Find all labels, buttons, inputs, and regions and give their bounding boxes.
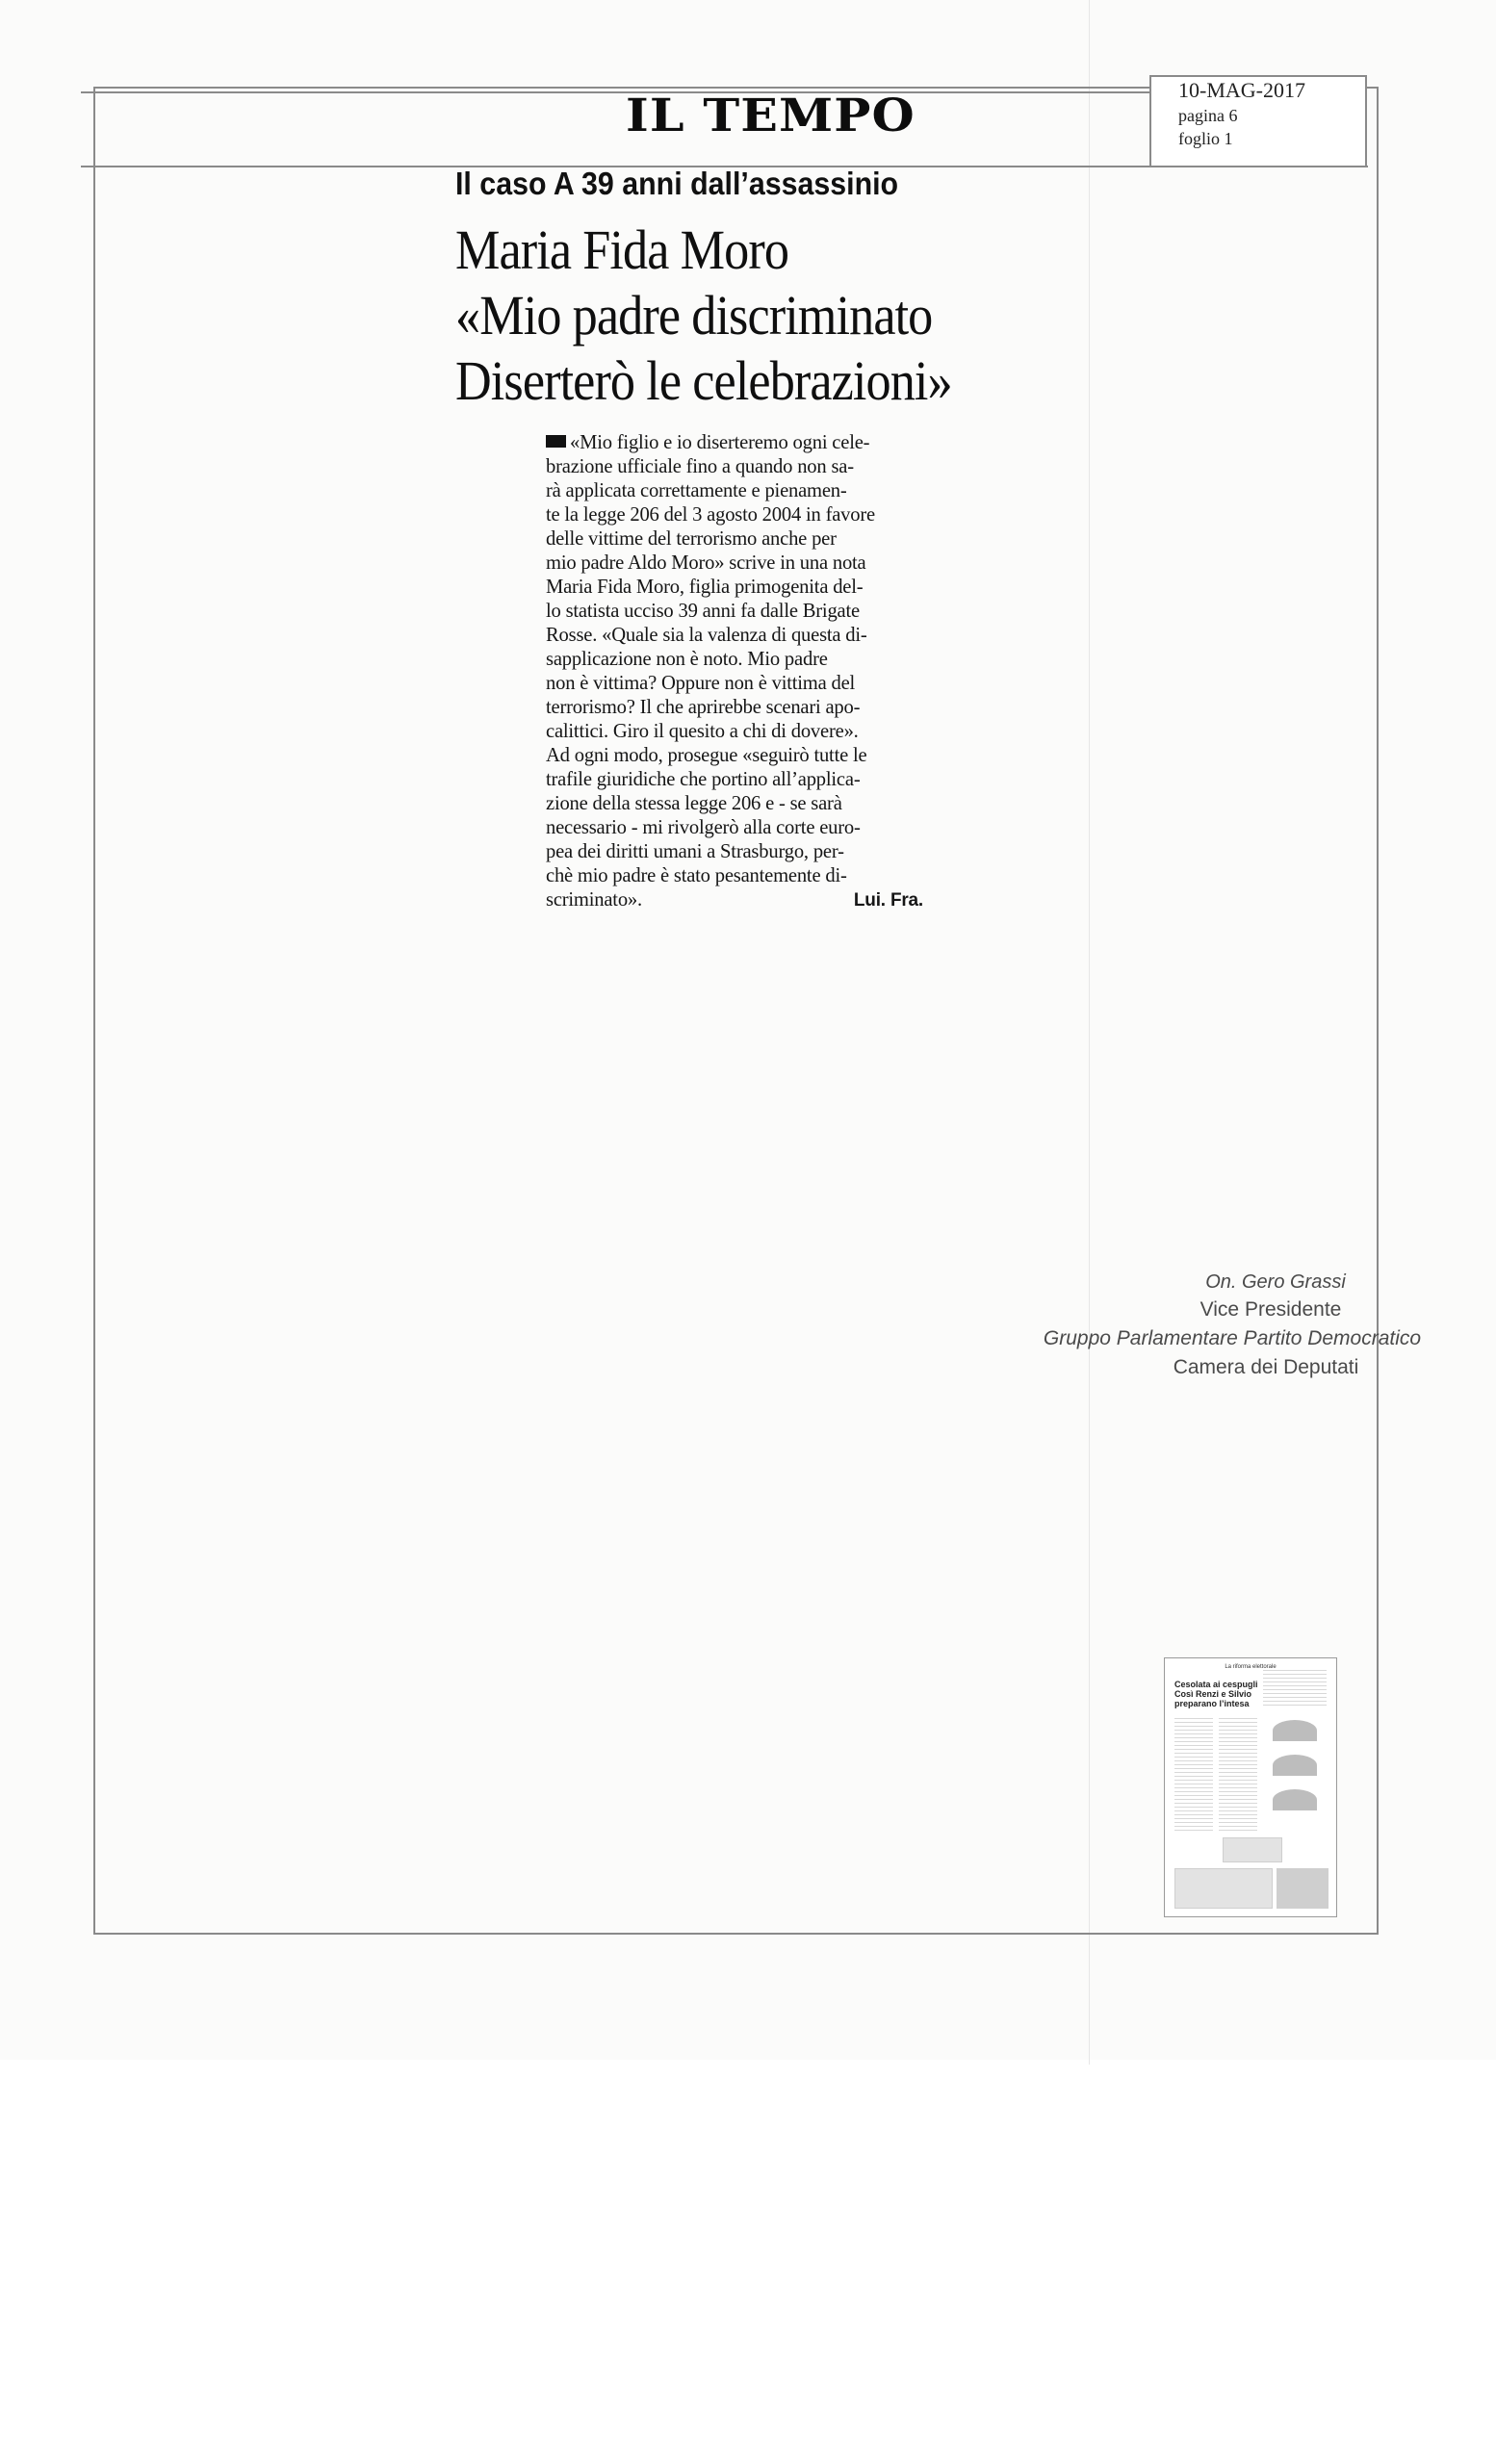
- thumbnail-title: Cesolata ai cespugli Così Renzi e Silvio preparano l’intesa: [1174, 1680, 1258, 1708]
- thumbnail-header: La riforma elettorale: [1225, 1664, 1277, 1670]
- body-line: te la legge 206 del 3 agosto 2004 in favore: [546, 504, 875, 526]
- thumbnail-inset-box: [1277, 1868, 1328, 1909]
- body-line: brazione ufficiale fino a quando non sa-: [546, 456, 854, 477]
- headline-line: Maria Fida Moro: [455, 218, 789, 281]
- thumbnail-inset-box: [1223, 1837, 1282, 1862]
- article-kicker: Il caso A 39 anni dall’assassinio: [455, 166, 899, 201]
- headline-line: Diserterò le celebrazioni»: [455, 349, 952, 412]
- body-line: rà applicata correttamente e pienamen-: [546, 480, 847, 501]
- article-body: [546, 431, 923, 912]
- thumbnail-hemicycle-graphic: [1273, 1789, 1317, 1810]
- thumbnail-text-column: [1263, 1670, 1327, 1708]
- signature-group: Gruppo Parlamentare Partito Democratico: [1043, 1327, 1422, 1349]
- thumbnail-hemicycle-graphic: [1273, 1755, 1317, 1776]
- thumbnail-text-column: [1219, 1718, 1257, 1834]
- body-line: Maria Fida Moro, figlia primogenita del-: [546, 577, 864, 598]
- signature-name: On. Gero Grassi: [1205, 1271, 1346, 1293]
- body-line: Ad ogni modo, prosegue «seguirò tutte le: [546, 745, 867, 766]
- body-line: calittici. Giro il quesito a chi di dovere».: [546, 721, 859, 742]
- body-line: sapplicazione non è noto. Mio padre: [546, 649, 828, 670]
- body-line: non è vittima? Oppure non è vittima del: [546, 673, 856, 694]
- body-line: chè mio padre è stato pesantemente di-: [546, 865, 847, 886]
- body-line-text: scriminato».: [546, 889, 642, 911]
- body-line: [546, 888, 923, 912]
- headline-line: «Mio padre discriminato: [455, 284, 933, 346]
- body-line: necessario - mi rivolgerò alla corte euro-: [546, 817, 861, 838]
- signature-stamp: [1001, 1269, 1425, 1382]
- signature-role: Vice Presidente: [1199, 1298, 1342, 1321]
- body-line: pea dei diritti umani a Strasburgo, per-: [546, 841, 844, 862]
- date-box: [1149, 75, 1367, 166]
- bullet-square-icon: [546, 435, 566, 448]
- article-byline: Lui. Fra.: [853, 890, 923, 911]
- body-line: trafile giuridiche che portino all’applica-: [546, 769, 861, 790]
- body-line: lo statista ucciso 39 anni fa dalle Brigate: [546, 601, 860, 622]
- thumbnail-hemicycle-graphic: [1273, 1720, 1317, 1741]
- newspaper-masthead: IL TEMPO: [626, 90, 916, 142]
- article-headline: [455, 218, 952, 414]
- signature-chamber: Camera dei Deputati: [1173, 1356, 1359, 1378]
- page-number: pagina 6: [1178, 106, 1238, 125]
- thumbnail-text-column: [1174, 1718, 1213, 1834]
- header-top-rule: [81, 91, 1149, 93]
- publication-date: 10-MAG-2017: [1178, 78, 1305, 102]
- sheet-number: foglio 1: [1178, 129, 1233, 148]
- body-line: terrorismo? Il che aprirebbe scenari apo-: [546, 697, 861, 718]
- body-line: mio padre Aldo Moro» scrive in una nota: [546, 552, 866, 574]
- body-line: [546, 431, 923, 455]
- body-line: delle vittime del terrorismo anche per: [546, 528, 837, 550]
- body-line: zione della stessa legge 206 e - se sarà: [546, 793, 842, 814]
- body-line: Rosse. «Quale sia la valenza di questa di-: [546, 625, 867, 646]
- page-thumbnail: [1164, 1657, 1337, 1917]
- body-line-text: «Mio figlio e io diserteremo ogni cele-: [570, 432, 870, 453]
- thumbnail-inset-box: [1174, 1868, 1273, 1909]
